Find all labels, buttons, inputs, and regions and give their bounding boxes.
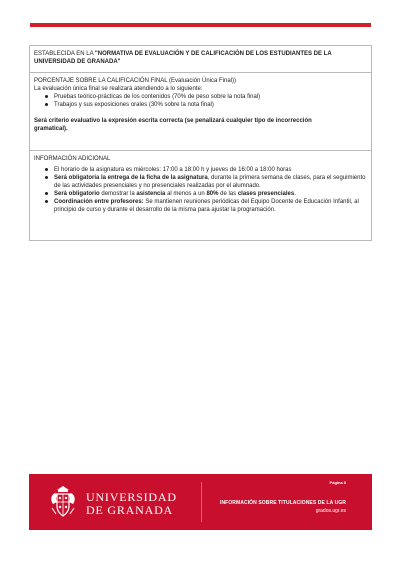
list-item (34, 93, 367, 101)
top-accent-bar (30, 23, 371, 27)
coordination-text: Se mantienen reuniones periódicas del Equipo Docente de Educación Infantil, al principio de curso y durante el desarrollo de la misma para ajustar la programación. (54, 199, 359, 213)
coordination-bold: Coordinación entre profesores: (54, 199, 144, 205)
grading-list (34, 93, 367, 109)
list-item-text: Trabajos y sus exposiciones orales (30% sobre la nota final) (54, 102, 214, 108)
university-name-line1: UNIVERSIDAD (86, 490, 177, 504)
form-requirement-text: , durante la primera semana de clases, para el seguimiento de las actividades presenciales y no presenciales realizadas por el alumnado. (54, 175, 366, 189)
regulation-label: ESTABLECIDA EN LA (34, 51, 95, 57)
criterion-line2: gramatical). (34, 126, 68, 132)
page-number: Página 8 (329, 480, 346, 485)
list-item (34, 166, 367, 174)
regulation-title-line1: "NORMATIVA DE EVALUACIÓN Y DE CALIFICACIÓN DE LOS ESTUDIANTES DE LA (94, 51, 332, 57)
attendance-bold-1: Será obligatorio (54, 191, 100, 197)
bullet-icon (45, 168, 48, 171)
schedule-text: El horario de la asignatura es miércoles: 17:00 a 18:00 h y jueves de 16:00 a 18:00 horas (54, 167, 292, 173)
bullet-icon (45, 176, 48, 179)
attendance-text-3: de las (218, 191, 238, 197)
attendance-bold-4: clases presenciales (237, 191, 295, 197)
footer-site-link[interactable]: grados.ugr.es (315, 508, 346, 514)
university-name-line2: DE GRANADA (86, 503, 173, 517)
grading-heading: PORCENTAJE SOBRE LA CALIFICACIÓN FINAL (Evaluación Única Final)) (34, 78, 237, 84)
list-item (34, 174, 367, 190)
list-item (34, 198, 367, 214)
attendance-end: . (294, 191, 296, 197)
list-item (34, 101, 367, 109)
university-name (86, 491, 177, 517)
grading-section (30, 73, 371, 151)
list-item (34, 190, 367, 198)
regulation-title-line2: UNIVERSIDAD DE GRANADA" (34, 59, 121, 65)
form-requirement-bold: Será obligatoria la entrega de la ficha de la asignatura (54, 175, 208, 181)
footer-info-title: INFORMACIÓN SOBRE TITULACIONES DE LA UGR (219, 500, 346, 506)
grading-intro: La evaluación única final se realizará atendiendo a lo siguiente: (34, 86, 203, 92)
bullet-icon (45, 200, 48, 203)
bullet-icon (45, 192, 48, 195)
additional-info-section (30, 151, 371, 240)
document-table (29, 45, 372, 241)
attendance-bold-2: asistencia (136, 191, 166, 197)
university-crest-icon (47, 484, 79, 520)
footer-divider (201, 482, 202, 522)
additional-info-list (34, 166, 367, 214)
regulation-section (30, 46, 371, 73)
bullet-icon (45, 95, 48, 98)
attendance-bold-3: 80% (206, 191, 219, 197)
criterion-line1: Será criterio evaluativo la expresión escrita correcta (se penalizará cualquier tipo de incorrección (34, 118, 312, 124)
bullet-icon (45, 103, 48, 106)
attendance-text-2: al menos a un (165, 191, 207, 197)
additional-info-heading: INFORMACIÓN ADICIONAL (34, 156, 111, 162)
attendance-text-1: demostrar la (99, 191, 137, 197)
footer-banner (29, 474, 372, 530)
list-item-text: Pruebas teórico-prácticas de los contenidos (70% de peso sobre la nota final) (54, 94, 261, 100)
